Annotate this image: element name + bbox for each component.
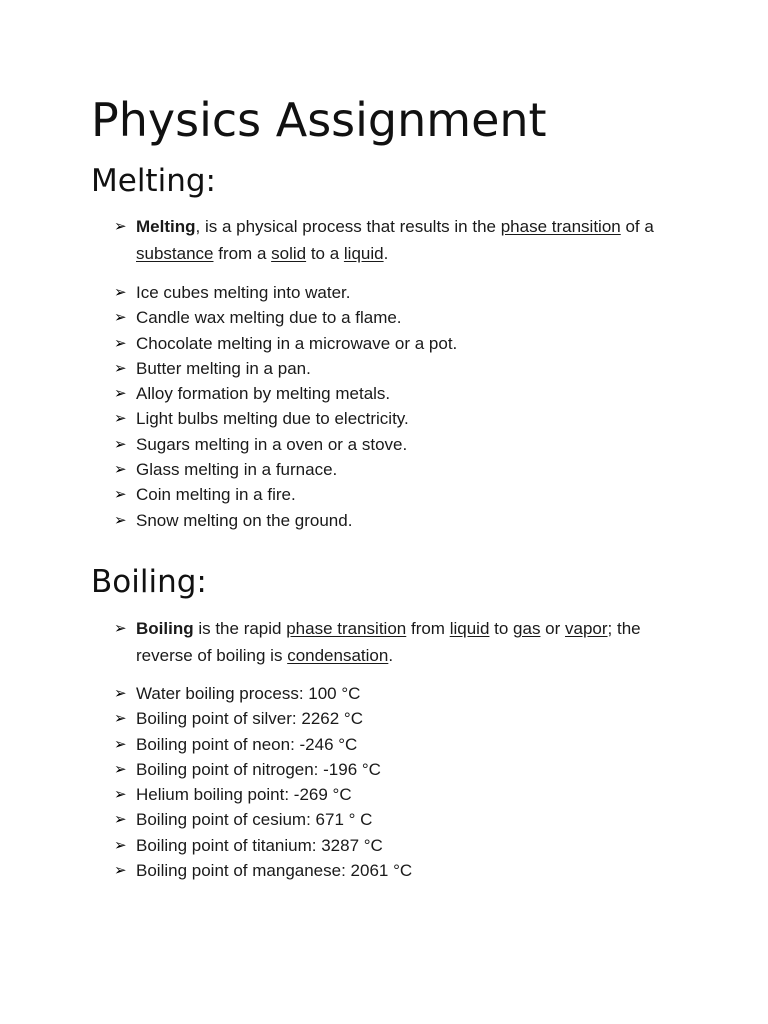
arrow-bullet-icon: ➢ — [114, 709, 127, 728]
arrow-bullet-icon: ➢ — [114, 308, 127, 327]
melting-definition-list — [114, 213, 694, 267]
list-item-text: Sugars melting in a oven or a stove. — [136, 434, 408, 454]
definition-text: . — [388, 646, 394, 665]
arrow-bullet-icon: ➢ — [114, 510, 127, 529]
definition-text: from — [406, 619, 450, 638]
arrow-bullet-icon: ➢ — [114, 409, 127, 428]
list-item — [114, 305, 694, 330]
list-item-text: Snow melting on the ground. — [136, 510, 353, 530]
boiling-examples-list — [114, 681, 694, 883]
list-item-text: Boiling point of manganese: 2061 °C — [136, 861, 413, 881]
link-phase-transition[interactable]: phase transition — [286, 619, 407, 638]
boiling-definition — [114, 615, 694, 669]
list-item-text: Boiling point of cesium: 671 ° C — [136, 810, 373, 830]
arrow-bullet-icon: ➢ — [114, 384, 127, 403]
link-substance[interactable]: substance — [136, 244, 214, 263]
definition-term: Melting — [136, 217, 196, 236]
link-liquid[interactable]: liquid — [343, 244, 384, 263]
list-item — [114, 280, 694, 305]
list-item-text: Boiling point of nitrogen: -196 °C — [136, 759, 381, 779]
list-item — [114, 757, 694, 782]
list-item — [114, 381, 694, 406]
link-condensation[interactable]: condensation — [287, 646, 389, 665]
list-item — [114, 807, 694, 832]
arrow-bullet-icon: ➢ — [114, 759, 127, 778]
list-item — [114, 457, 694, 482]
definition-text: to a — [306, 244, 344, 263]
list-item-text: Ice cubes melting into water. — [136, 283, 351, 302]
list-item-text: Boiling point of silver: 2262 °C — [136, 709, 363, 729]
definition-text: from a — [213, 244, 272, 263]
list-item-text: Water boiling process: 100 °C — [136, 684, 361, 703]
arrow-bullet-icon: ➢ — [114, 217, 127, 235]
link-gas[interactable]: gas — [513, 619, 541, 638]
list-item-text: Coin melting in a fire. — [136, 485, 296, 505]
list-item — [114, 782, 694, 807]
definition-text: is the rapid — [193, 619, 287, 638]
list-item-text: Glass melting in a furnace. — [136, 460, 338, 480]
boiling-heading: Boiling: — [91, 564, 207, 600]
page-title: Physics Assignment — [91, 93, 547, 147]
definition-text: . — [383, 244, 389, 263]
arrow-bullet-icon: ➢ — [114, 785, 127, 804]
arrow-bullet-icon: ➢ — [114, 283, 127, 301]
definition-text: to — [489, 619, 514, 638]
list-item-text: Chocolate melting in a microwave or a pot. — [136, 333, 458, 353]
definition-term: Boiling — [136, 619, 194, 638]
definition-text: of a — [620, 217, 654, 236]
definition-text: ; the reverse of boiling is — [136, 619, 641, 665]
list-item — [114, 406, 694, 431]
list-item-text: Butter melting in a pan. — [136, 358, 311, 378]
arrow-bullet-icon: ➢ — [114, 810, 127, 829]
arrow-bullet-icon: ➢ — [114, 835, 127, 854]
arrow-bullet-icon: ➢ — [114, 861, 127, 880]
melting-examples-list — [114, 280, 694, 533]
link-liquid[interactable]: liquid — [449, 619, 490, 638]
list-item-text: Boiling point of neon: -246 °C — [136, 734, 358, 754]
list-item — [114, 356, 694, 381]
link-solid[interactable]: solid — [271, 244, 307, 263]
list-item — [114, 432, 694, 457]
arrow-bullet-icon: ➢ — [114, 684, 127, 702]
arrow-bullet-icon: ➢ — [114, 333, 127, 352]
list-item-text: Helium boiling point: -269 °C — [136, 785, 352, 805]
link-vapor[interactable]: vapor — [565, 619, 608, 638]
link-phase-transition[interactable]: phase transition — [500, 217, 621, 236]
definition-text: , is a physical process that results in the — [195, 217, 501, 236]
list-item-text: Candle wax melting due to a flame. — [136, 308, 402, 328]
list-item — [114, 331, 694, 356]
list-item — [114, 681, 694, 706]
list-item — [114, 482, 694, 507]
list-item-text: Boiling point of titanium: 3287 °C — [136, 835, 383, 855]
list-item-text: Alloy formation by melting metals. — [136, 384, 391, 404]
list-item — [114, 833, 694, 858]
list-item — [114, 508, 694, 533]
list-item-text: Light bulbs melting due to electricity. — [136, 409, 409, 429]
list-item — [114, 732, 694, 757]
arrow-bullet-icon: ➢ — [114, 619, 127, 637]
definition-text: or — [540, 619, 566, 638]
list-item — [114, 706, 694, 731]
arrow-bullet-icon: ➢ — [114, 485, 127, 504]
arrow-bullet-icon: ➢ — [114, 434, 127, 453]
melting-definition — [114, 213, 694, 267]
arrow-bullet-icon: ➢ — [114, 358, 127, 377]
melting-heading: Melting: — [91, 163, 216, 199]
list-item — [114, 858, 694, 883]
boiling-definition-list — [114, 615, 694, 669]
arrow-bullet-icon: ➢ — [114, 734, 127, 753]
arrow-bullet-icon: ➢ — [114, 460, 127, 479]
